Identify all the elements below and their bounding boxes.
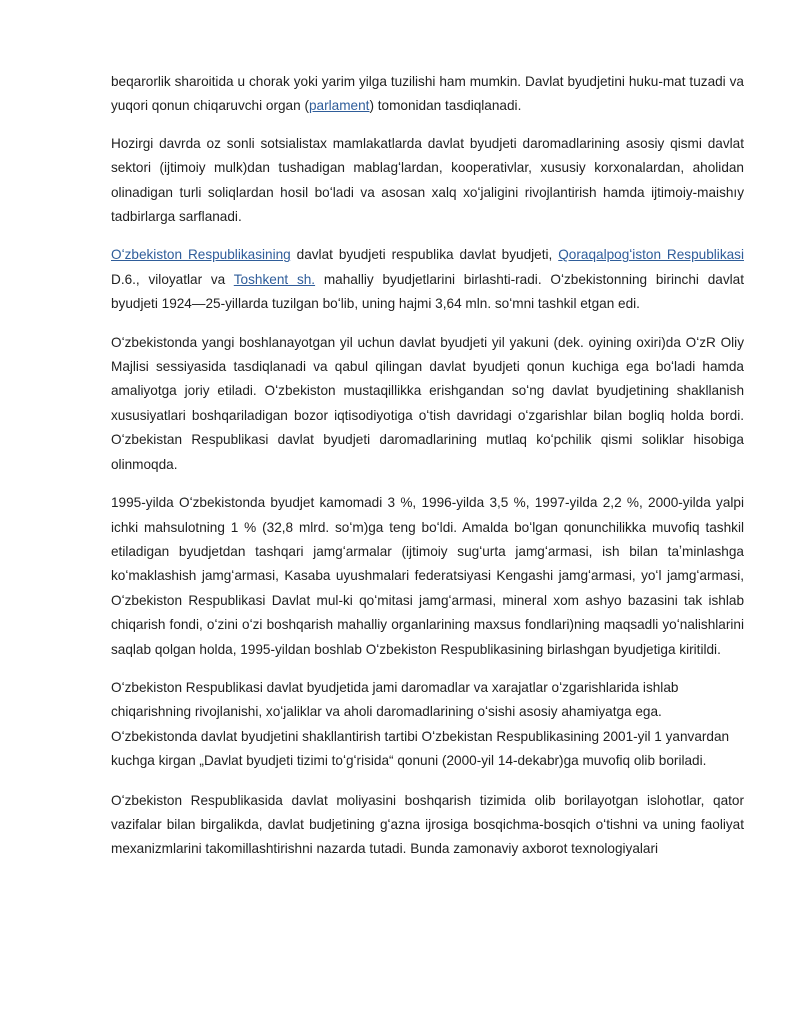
paragraph-2: Hozirgi davrda oz sonli sotsialistax mamlakatlarda davlat byudjeti daromadlarining asosiy qismi davlat sektori (ijtimoiy mulk)dan tushadigan mablagʻlardan, kooperativlar, xususiy korxonalardan, aholidan olinadigan turli soliqlardan hosil boʻladi va asosan xalq xoʻjaligini rivojlantirish hamda ijtimoiy-maishıy tadbirlarga sarflanadi.	[111, 135, 744, 225]
paragraph-4: Oʻzbekistonda yangi boshlanayotgan yil uchun davlat byudjeti yil yakuni (dek. oyining oxiri)da OʻzR Oliy Majlisi sessiyasida tasdiqlanadi va qabul qilingan davlat byudjeti qonun kuchiga ega boʻladi hamda amaliyotga joriy etiladi. Oʻzbekiston mustaqillikka erishgandan soʻng davlat byudjetining shakllanish xususiyatlari boshqariladigan bozor iqtisodiyotiga oʻtish davridagi oʻzgarishlar bilan bogliq holda bordi. Oʻzbekistan Respublikasi davlat byudjeti daromadlarining mutlaq koʻpchilik qismi soliklar hisobiga olinmoqda.	[111, 334, 744, 472]
paragraph-5: 1995-yilda Oʻzbekistonda byudjet kamomadi 3 %, 1996-yilda 3,5 %, 1997-yilda 2,2 %, 2000-yilda yalpi ichki mahsulotning 1 % (32,8 mlrd. soʻm)ga teng boʻldi. Amalda boʻlgan qonunchilikka muvofiq tashkil etiladigan byudjetdan tashqari jamgʻarmalar (ijtimoiy sugʻurta jamgʻarmasi, ish bilan taʼminlashga koʻmaklashish jamgʻarmasi, Kasaba uyushmalari federatsiyasi Kengashi jamgʻarmasi, yoʻl jamgʻarmasi, Oʻzbekiston Respublikasi Davlat mul-ki qoʻmitasi jamgʻarmasi, mineral xom ashyo bazasini tak ishlab chiqarish fondi, oʻzini oʻzi boshqarish mahalliy organlarining maxsus fondlari)ning maqsadli yoʻnalishlarini saqlab qolgan holda, 1995-yildan boshlab Oʻzbekiston Respublikasining birlashgan byudjetiga kiritildi.	[111, 495, 744, 657]
link-parlament[interactable]: parlament	[309, 98, 370, 114]
paragraph-1	[111, 70, 744, 119]
paragraph-6: Oʻzbekiston Respublikasi davlat byudjetida jami daromadlar va xarajatlar oʻzgarishlarida ishlab chiqarishning rivojlanishi, xoʻjaliklar va aholi daromadlarining oʻsishi asosiy ahamiyatga ega. Oʻzbekistonda davlat byudjetini shakllantirish tartibi Oʻzbekistan Respublikasining 2001-yil 1 yanvardan kuchga kirgan „Davlat byudjeti tizimi toʻgʻrisida“ qonuni (2000-yil 14-dekabr)ga muvofiq olib boriladi.	[111, 679, 730, 769]
link-tashkent-city[interactable]: Toshkent sh.	[233, 271, 316, 287]
paragraph-3-text-a: davlat byudjeti respublika davlat byudjeti,	[290, 247, 559, 263]
paragraph-1-text-b: ) tomonidan tasdiqlanadi.	[369, 98, 522, 114]
paragraph-7: Oʻzbekiston Respublikasida davlat moliyasini boshqarish tizimida olib borilayotgan islohotlar, qator vazifalar bilan birgalikda, davlat budjetining gʻazna ijrosiga bosqichma-bosqich oʻtishni va uning faoliyat mexanizmlarini takomillashtirishni nazarda tutadi. Bunda zamonaviy axborot texnologiyalari	[111, 792, 744, 857]
link-karakalpakstan-republic[interactable]: Qoraqalpogʻiston Respublikasi	[558, 247, 744, 263]
paragraph-3	[111, 243, 744, 316]
paragraph-3-text-b: D.6., viloyatlar va	[111, 271, 234, 287]
paragraph-1-text-a: beqarorlik sharoitida u chorak yoki yarim yilga tuzilishi ham mumkin. Davlat byudjetini huku-mat tuzadi va yuqori qonun chiqaruvchi organ (	[111, 74, 744, 114]
document-body	[111, 70, 744, 875]
paragraph-3-text-c: mahalliy byudjetlarini birlashti-radi. Oʻzbekistonning birinchi davlat byudjeti 1924—25-yillarda tuzilgan boʻlib, uning hajmi 3,64 mln. soʻmni tashkil etgan edi.	[111, 271, 744, 312]
link-uzbekistan-republic[interactable]: Oʻzbekiston Respublikasining	[111, 247, 291, 263]
